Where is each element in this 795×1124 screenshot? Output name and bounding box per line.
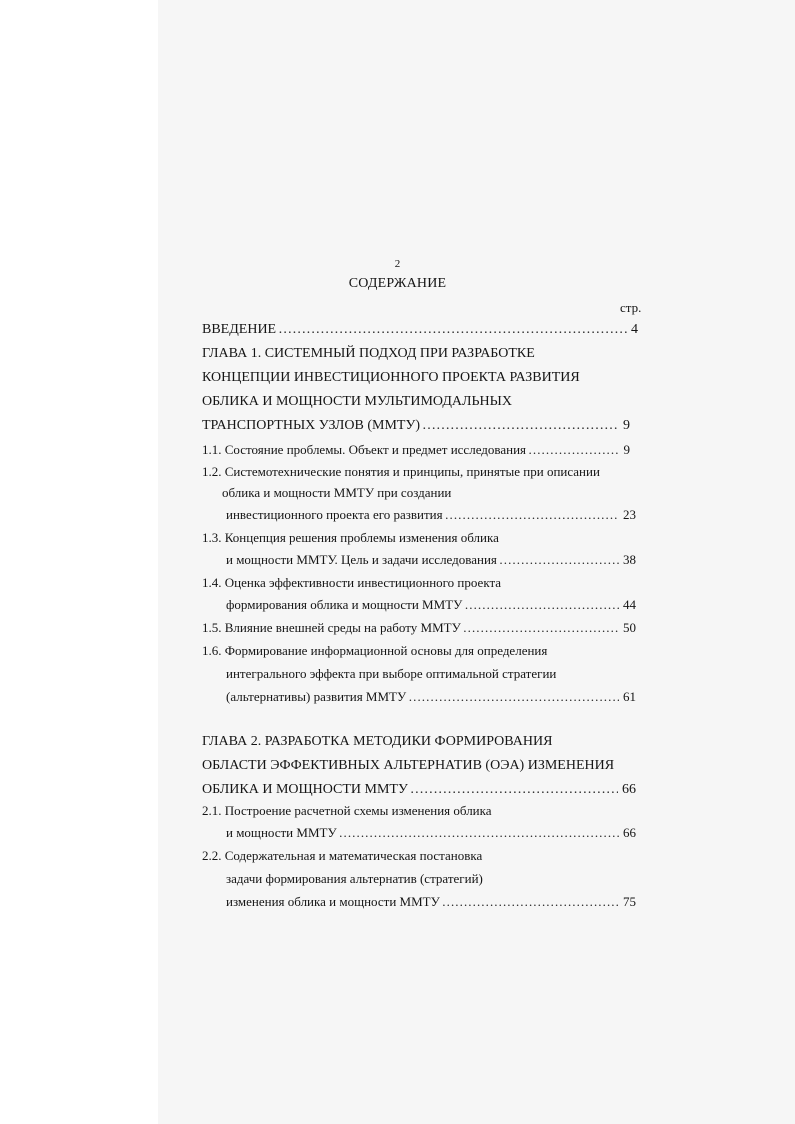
toc-entry-page: 23 [623, 507, 636, 522]
toc-entry-text: изменения облика и мощности ММТУ [226, 894, 440, 909]
dot-leader [461, 620, 619, 636]
toc-chapter-2-line-3 [202, 782, 636, 798]
toc-entry-1-3-line-2 [226, 552, 636, 568]
page-number: 2 [394, 258, 401, 270]
toc-entry-page: 44 [623, 597, 636, 612]
toc-entry-introduction [202, 322, 638, 338]
toc-entry-1-1 [202, 442, 630, 458]
dot-leader [406, 689, 619, 705]
toc-entry-1-4-line-2 [226, 597, 636, 613]
toc-entry-1-6-line-2: интегрального эффекта при выборе оптимальной стратегии [226, 666, 557, 681]
toc-entry-2-2-line-3 [226, 894, 636, 910]
toc-entry-text: (альтернативы) развития ММТУ [226, 689, 407, 704]
toc-entry-text: 1.1. Состояние проблемы. Объект и предмет исследования [202, 442, 527, 457]
toc-chapter-1-line-4 [202, 418, 630, 434]
dot-leader [337, 825, 619, 841]
dot-leader [408, 782, 618, 798]
toc-entry-2-2-line-1: 2.2. Содержательная и математическая постановка [202, 848, 483, 863]
toc-entry-1-2-line-3 [226, 507, 636, 523]
toc-entry-1-4-line-1: 1.4. Оценка эффективности инвестиционного проекта [202, 575, 502, 590]
dot-leader [497, 552, 619, 568]
toc-chapter-1-line-2: КОНЦЕПЦИИ ИНВЕСТИЦИОННОГО ПРОЕКТА РАЗВИТИЯ [202, 370, 580, 385]
toc-chapter-2-line-1: ГЛАВА 2. РАЗРАБОТКА МЕТОДИКИ ФОРМИРОВАНИЯ [202, 734, 553, 749]
scan-margin [0, 0, 158, 1124]
toc-entry-text: и мощности ММТУ [226, 825, 337, 840]
toc-entry-1-6-line-1: 1.6. Формирование информационной основы для определения [202, 643, 548, 658]
toc-entry-page: 61 [623, 689, 636, 704]
toc-entry-page: 75 [623, 894, 636, 909]
toc-entry-text: ТРАНСПОРТНЫХ УЗЛОВ (ММТУ) [202, 418, 421, 433]
toc-chapter-1-line-3: ОБЛИКА И МОЩНОСТИ МУЛЬТИМОДАЛЬНЫХ [202, 394, 512, 409]
toc-entry-2-2-line-2: задачи формирования альтернатив (стратегий) [226, 871, 483, 886]
toc-entry-text: формирования облика и мощности ММТУ [226, 597, 463, 612]
toc-entry-1-2-line-1: 1.2. Системотехнические понятия и принципы, принятые при описании [202, 464, 600, 479]
toc-entry-1-2-line-2: облика и мощности ММТУ при создании [222, 485, 452, 500]
toc-entry-page: 66 [623, 825, 636, 840]
dot-leader [526, 442, 619, 458]
toc-chapter-1-line-1: ГЛАВА 1. СИСТЕМНЫЙ ПОДХОД ПРИ РАЗРАБОТКЕ [202, 346, 535, 361]
dot-leader [420, 418, 619, 434]
toc-entry-text: ОБЛИКА И МОЩНОСТИ ММТУ [202, 782, 408, 797]
toc-entry-page: 4 [631, 322, 638, 337]
toc-title: СОДЕРЖАНИЕ [348, 276, 447, 291]
toc-entry-1-6-line-3 [226, 689, 636, 705]
toc-entry-page: 38 [623, 552, 636, 567]
dot-leader [440, 894, 619, 910]
toc-entry-text: ВВЕДЕНИЕ [202, 322, 277, 337]
toc-entry-page: 9 [623, 442, 630, 457]
toc-entry-text: 1.5. Влияние внешней среды на работу ММТУ [202, 620, 461, 635]
toc-chapter-2-line-2: ОБЛАСТИ ЭФФЕКТИВНЫХ АЛЬТЕРНАТИВ (ОЭА) ИЗМЕНЕНИЯ [202, 758, 615, 773]
toc-entry-page: 66 [622, 782, 636, 797]
toc-entry-page: 9 [623, 418, 630, 433]
toc-entry-text: и мощности ММТУ. Цель и задачи исследования [226, 552, 497, 567]
toc-entry-1-3-line-1: 1.3. Концепция решения проблемы изменения облика [202, 530, 499, 545]
toc-entry-page: 50 [623, 620, 636, 635]
page-column-label: стр. [620, 300, 642, 315]
dot-leader [276, 322, 627, 338]
dot-leader [443, 507, 619, 523]
toc-entry-1-5 [202, 620, 636, 636]
dot-leader [462, 597, 619, 613]
toc-entry-2-1-line-2 [226, 825, 636, 841]
toc-entry-2-1-line-1: 2.1. Построение расчетной схемы изменения облика [202, 803, 492, 818]
toc-entry-text: инвестиционного проекта его развития [226, 507, 443, 522]
